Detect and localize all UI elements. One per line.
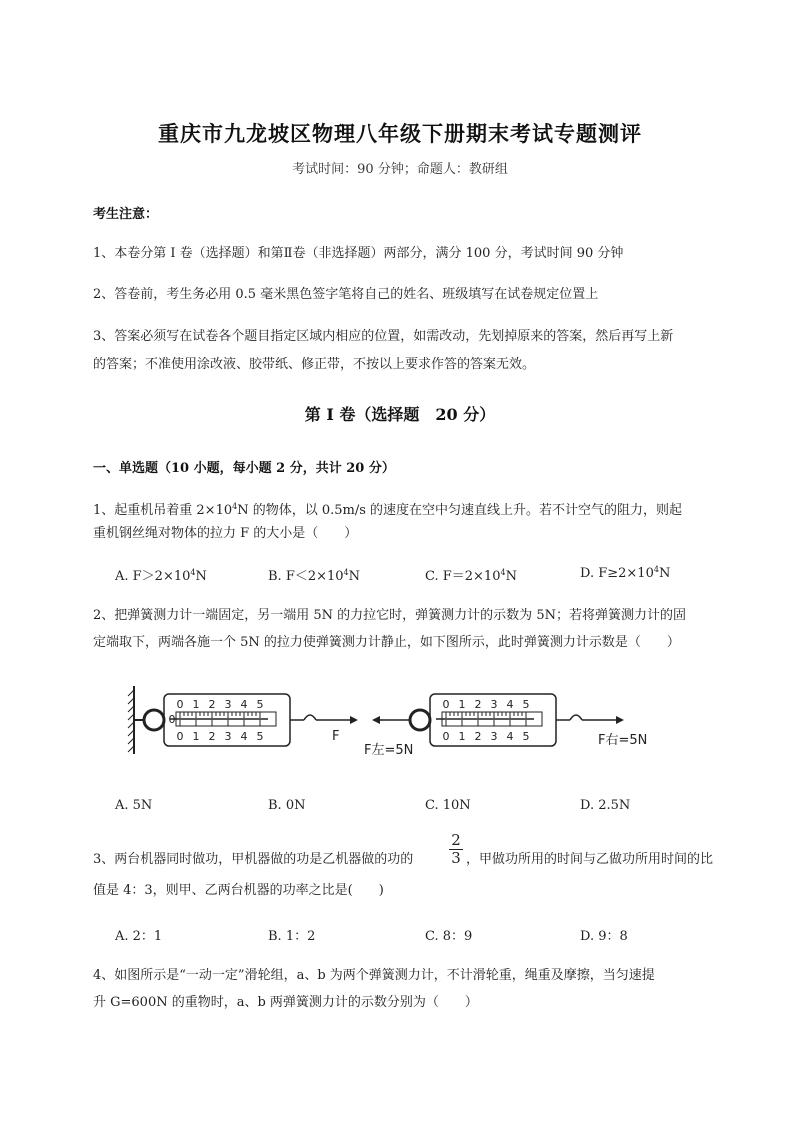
svg-text:3: 3 [224,730,232,743]
section-title: 第 I 卷（选择题 20 分） [304,405,496,424]
svg-text:4: 4 [506,730,514,743]
notice-label: 考生注意： [93,207,159,222]
q1-line1: 1、起重机吊着重 $2\times 10^4N$ 的物体，以 0.5m/s 的速度在空中匀速直线上升。若不计空气的阻力，则起 [93,502,683,518]
q4-line2: 升 G=600N 的重物时，a、b 两弹簧测力计的示数分别为（ ） [93,995,478,1010]
q3-option-d[interactable]: D. 9：8 [580,929,628,944]
q1-option-c[interactable]: C. $F=2\times 10^4N$ [425,568,517,584]
svg-text:4: 4 [506,698,514,711]
svg-text:F: F [332,729,340,744]
q2-option-c[interactable]: C. 10N [425,798,471,813]
q3-fraction: $\frac{2}{3}$ [449,832,463,867]
q4-line1: 4、如图所示是“一动一定”滑轮组，a、b 为两个弹簧测力计，不计滑轮重，绳重及摩擦，当匀速提 [93,968,655,983]
svg-text:3: 3 [490,698,498,711]
notice-item-3: 3、答案必须写在试卷各个题目指定区域内相应的位置，如需改动，先划掉原来的答案，然后再写上新 [93,329,674,344]
notice-item-2: 2、答卷前，考生务必用 0.5 毫米黑色签字笔将自己的姓名、班级填写在试卷规定位置上 [93,287,599,302]
svg-text:2: 2 [208,698,216,711]
q1-option-a[interactable]: A. $F>2\times 10^4N$ [115,568,207,584]
svg-text:1: 1 [458,698,466,711]
svg-text:5: 5 [256,698,264,711]
svg-text:F右=5N: F右=5N [598,733,648,748]
q3-line1-b: ，甲做功所用的时间与乙做功所用时间的比 [466,852,714,867]
q1-option-b[interactable]: B. $F<2\times 10^4N$ [268,568,361,584]
svg-text:0: 0 [176,698,184,711]
left-spring-scale [128,686,358,754]
svg-text:5: 5 [256,730,264,743]
svg-text:0: 0 [168,713,176,726]
page-title: 重庆市九龙坡区物理八年级下册期末考试专题测评 [158,121,642,146]
svg-text:F左=5N: F左=5N [364,743,414,758]
q3-option-a[interactable]: A. 2：1 [115,929,163,944]
spring-scale-figure [120,682,680,762]
svg-text:1: 1 [192,730,200,743]
svg-text:0: 0 [176,730,184,743]
q2-line1: 2、把弹簧测力计一端固定，另一端用 5N 的力拉它时，弹簧测力计的示数为 5N；若将弹簧测力计的固 [93,608,686,623]
right-spring-scale [364,694,647,758]
notice-item-1: 1、本卷分第 I 卷（选择题）和第Ⅱ卷（非选择题）两部分，满分 100 分，考试时间 90 分钟 [93,246,624,261]
q3-option-c[interactable]: C. 8：9 [425,929,473,944]
q1-option-d[interactable]: D. $F\ge 2\times 10^4N$ [580,565,671,581]
svg-text:4: 4 [240,698,248,711]
svg-text:5: 5 [522,698,530,711]
svg-text:4: 4 [240,730,248,743]
svg-text:0: 0 [442,698,450,711]
q3-option-b[interactable]: B. 1：2 [268,929,316,944]
q2-option-d[interactable]: D. 2.5N [580,798,631,813]
svg-text:2: 2 [474,730,482,743]
notice-item-3-cont: 的答案；不准使用涂改液、胶带纸、修正带，不按以上要求作答的答案无效。 [93,357,536,372]
q3-line1-a: 3、两台机器同时做功，甲机器做的功是乙机器做的功的 [93,852,414,867]
q3-line2: 值是 4：3，则甲、乙两台机器的功率之比是( ) [93,883,384,898]
q2-option-b[interactable]: B. 0N [268,798,306,813]
q1-line2: 重机钢丝绳对物体的拉力 F 的大小是（ ） [93,526,358,541]
q2-option-a[interactable]: A. 5N [115,798,153,813]
svg-text:1: 1 [458,730,466,743]
q2-line2: 定端取下，两端各施一个 5N 的拉力使弹簧测力计静止，如下图所示，此时弹簧测力计示数是（ ） [93,635,680,650]
svg-text:2: 2 [208,730,216,743]
svg-text:3: 3 [224,698,232,711]
svg-text:3: 3 [490,730,498,743]
svg-text:5: 5 [522,730,530,743]
svg-text:2: 2 [474,698,482,711]
svg-text:0: 0 [442,730,450,743]
page-subtitle: 考试时间：90 分钟；命题人：教研组 [292,162,508,177]
svg-text:1: 1 [192,698,200,711]
group-title: 一、单选题（10 小题，每小题 2 分，共计 20 分） [93,461,395,476]
